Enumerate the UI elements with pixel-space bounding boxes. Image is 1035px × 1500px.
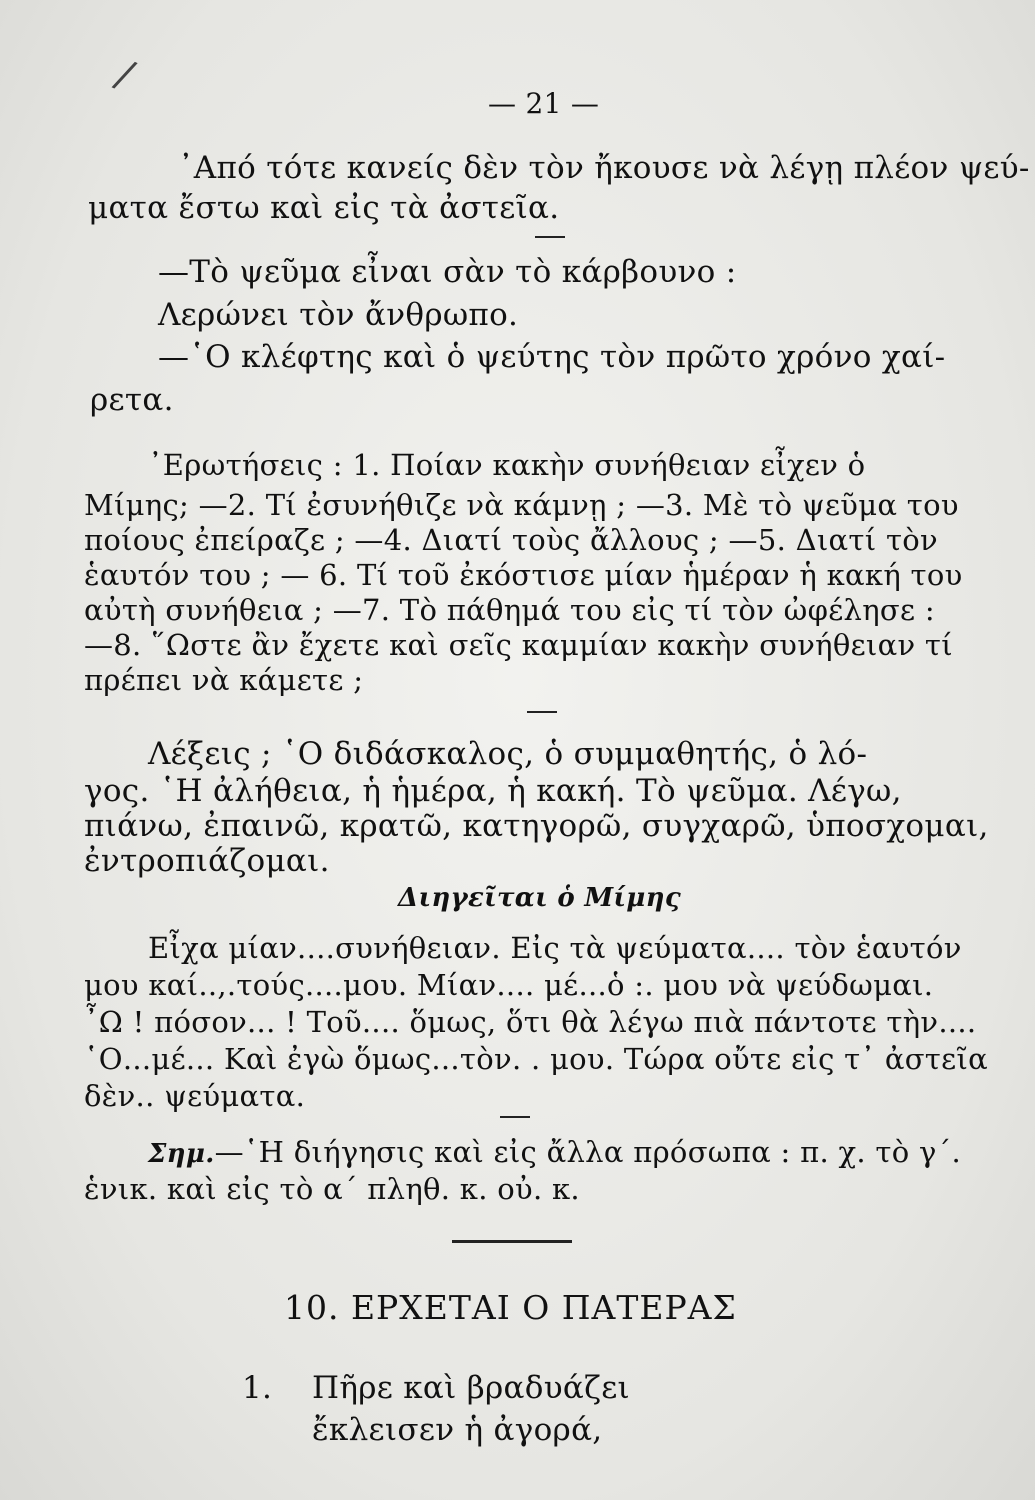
saying-line-1: —Τὸ ψεῦμα εἶναι σὰν τὸ κάρβουνο : bbox=[158, 254, 737, 290]
chapter-divider bbox=[452, 1240, 572, 1243]
section-divider bbox=[500, 1116, 530, 1118]
question-line-1: ᾿Ερωτήσεις : 1. Ποίαν κακὴν συνήθειαν εἶχεν ὁ bbox=[148, 448, 866, 482]
intro-line-1: ᾿Από τότε κανείς δὲν τὸν ἤκουσε νὰ λέγῃ πλέον ψεύ- bbox=[178, 150, 1030, 186]
vocab-line-2: γος. ῾Η ἀλήθεια, ἡ ἡμέρα, ἡ κακή. Τὸ ψεῦμα. Λέγω, bbox=[84, 773, 902, 809]
exercise-line-4: ῾Ο...μέ... Καὶ ἐγὼ ὅμως...τὸν. . μου. Τώρα οὔτε εἰς τ᾿ ἀστεῖα bbox=[84, 1042, 989, 1076]
poem-line-1: Πῆρε καὶ βραδυάζει bbox=[312, 1370, 631, 1406]
intro-line-2: ματα ἔστω καὶ εἰς τὰ ἀστεῖα. bbox=[88, 190, 560, 226]
poem-number: 1. bbox=[242, 1370, 273, 1406]
saying-line-4: ρετα. bbox=[90, 382, 174, 418]
section-divider bbox=[535, 236, 565, 238]
pen-mark-icon: / bbox=[108, 51, 141, 99]
exercise-line-1: Εἶχα μίαν....συνήθειαν. Εἰς τὰ ψεύματα.... τὸν ἑαυτόν bbox=[148, 931, 962, 965]
vocab-line-1: Λέξεις ; ῾Ο διδάσκαλος, ὁ συμμαθητής, ὁ λό- bbox=[148, 736, 868, 772]
question-line-5: αὐτὴ συνήθεια ; —7. Τὸ πάθημά του εἰς τί τὸν ὠφέλησε : bbox=[84, 593, 935, 627]
poem-line-2: ἔκλεισεν ἡ ἀγορά, bbox=[312, 1412, 603, 1448]
question-line-6: —8. ῞Ωστε ἂν ἔχετε καὶ σεῖς καμμίαν κακὴν συνήθειαν τί bbox=[84, 628, 953, 662]
note-label: Σημ. bbox=[148, 1139, 215, 1169]
section-divider bbox=[527, 711, 557, 713]
question-line-2: Μίμης; —2. Τί ἐσυνήθιζε νὰ κάμνῃ ; —3. Μὲ τὸ ψεῦμα του bbox=[84, 488, 959, 522]
page-number: — 21 — bbox=[488, 87, 600, 120]
question-line-3: ποίους ἐπείραζε ; —4. Διατί τοὺς ἄλλους ; —5. Διατί τὸν bbox=[84, 523, 938, 557]
note-line-1 bbox=[148, 1134, 961, 1172]
note-text-1: —῾Η διήγησις καὶ εἰς ἄλλα πρόσωπα : π. χ. τὸ γ΄. bbox=[214, 1135, 961, 1169]
exercise-line-3: ῏Ω ! πόσον... ! Τοῦ.... ὅμως, ὅτι θὰ λέγω πιὰ πάντοτε τὴν.... bbox=[84, 1005, 977, 1039]
question-line-4: ἑαυτόν του ; — 6. Τί τοῦ ἐκόστισε μίαν ἡμέραν ἡ κακή του bbox=[84, 558, 963, 592]
exercise-line-2: μου καί..,.τούς....μου. Μίαν.... μέ...ὁ :. μου νὰ ψεύδωμαι. bbox=[84, 968, 934, 1002]
exercise-title: Διηγεῖται ὁ Μίμης bbox=[398, 883, 681, 913]
saying-line-2: Λερώνει τὸν ἄνθρωπο. bbox=[158, 297, 519, 333]
question-line-7: πρέπει νὰ κάμετε ; bbox=[84, 663, 364, 697]
vocab-line-4: ἐντροπιάζομαι. bbox=[84, 843, 330, 879]
chapter-title: 10. ΕΡΧΕΤΑΙ Ο ΠΑΤΕΡΑΣ bbox=[284, 1288, 737, 1327]
note-line-2: ἑνικ. καὶ εἰς τὸ α΄ πληθ. κ. οὐ. κ. bbox=[84, 1172, 580, 1206]
exercise-line-5: δὲν.. ψεύματα. bbox=[84, 1079, 306, 1113]
vocab-line-3: πιάνω, ἐπαινῶ, κρατῶ, κατηγορῶ, συγχαρῶ, ὑποσχομαι, bbox=[84, 808, 989, 844]
saying-line-3: —῾Ο κλέφτης καὶ ὁ ψεύτης τὸν πρῶτο χρόνο χαί- bbox=[158, 339, 946, 375]
